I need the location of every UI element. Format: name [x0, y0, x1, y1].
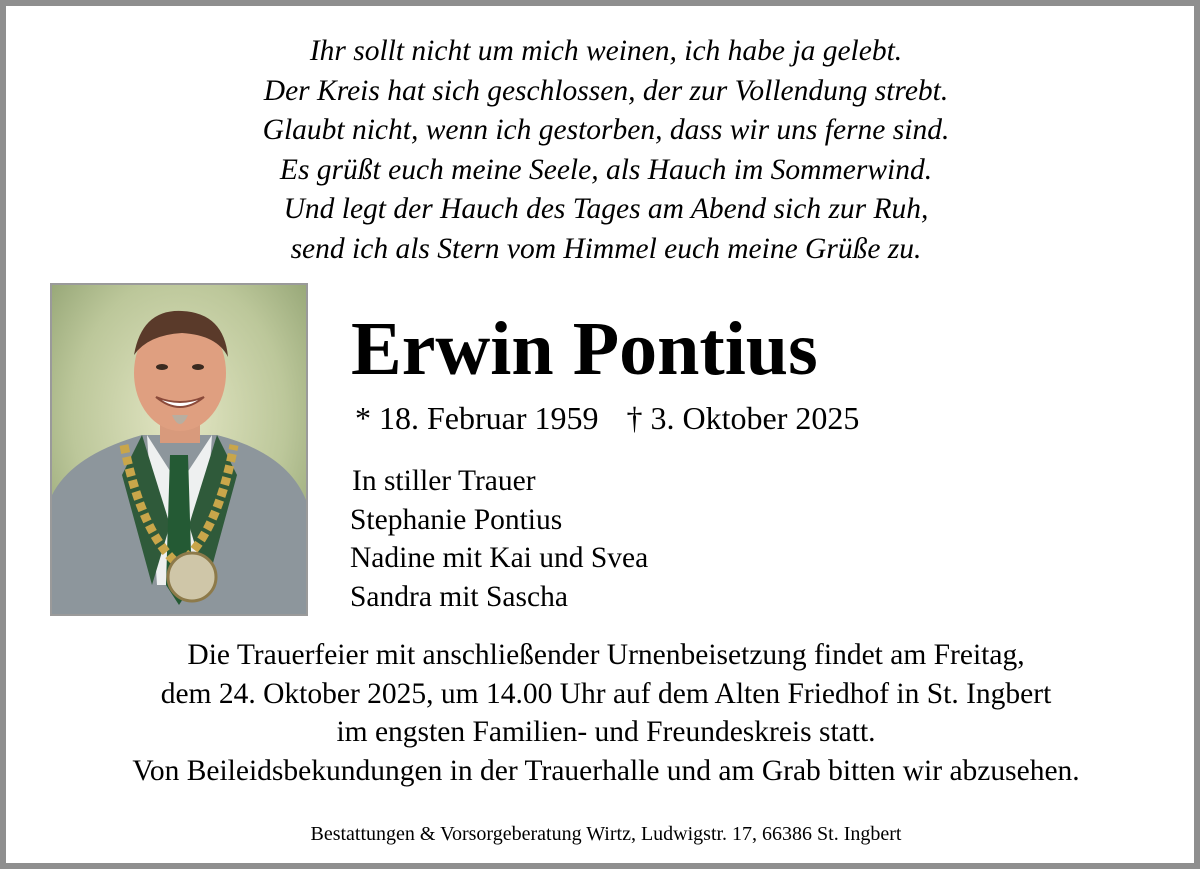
funeral-home-footer: Bestattungen & Vorsorgeberatung Wirtz, Ludwigstr. 17, 66386 St. Ingbert — [310, 823, 902, 845]
mourners-block — [350, 462, 648, 616]
poem-line: Und legt der Hauch des Tages am Abend sich zur Ruh, — [283, 193, 929, 225]
notice-line: Von Beileidsbekundungen in der Trauerhalle und am Grab bitten wir abzusehen. — [132, 754, 1080, 787]
poem-line: Der Kreis hat sich geschlossen, der zur Vollendung strebt. — [263, 74, 949, 107]
memorial-poem — [6, 32, 1200, 269]
portrait-photo — [50, 283, 308, 616]
poem-line: Ihr sollt nicht um mich weinen, ich habe ja gelebt. — [309, 35, 903, 67]
mourner-name: Stephanie Pontius — [350, 503, 563, 536]
deceased-name: Erwin Pontius — [351, 307, 818, 391]
death-date: † 3. Oktober 2025 — [626, 400, 860, 436]
notice-line: im engsten Familien- und Freundeskreis statt. — [336, 716, 876, 748]
poem-line: Glaubt nicht, wenn ich gestorben, dass wir uns ferne sind. — [262, 114, 950, 146]
portrait-illustration — [52, 285, 306, 614]
mourner-name: Sandra mit Sascha — [350, 580, 568, 613]
notice-line: Die Trauerfeier mit anschließender Urnenbeisetzung findet am Freitag, — [187, 639, 1025, 671]
mourner-name: Nadine mit Kai und Svea — [350, 542, 649, 574]
birth-date: * 18. Februar 1959 — [355, 400, 599, 436]
notice-line: dem 24. Oktober 2025, um 14.00 Uhr auf dem Alten Friedhof in St. Ingbert — [160, 677, 1052, 710]
poem-line: Es grüßt euch meine Seele, als Hauch im Sommerwind. — [279, 153, 933, 186]
funeral-notice — [6, 636, 1200, 790]
poem-line: send ich als Stern vom Himmel euch meine Grüße zu. — [290, 232, 922, 265]
mourning-intro: In stiller Trauer — [352, 465, 536, 497]
life-dates — [355, 399, 859, 437]
